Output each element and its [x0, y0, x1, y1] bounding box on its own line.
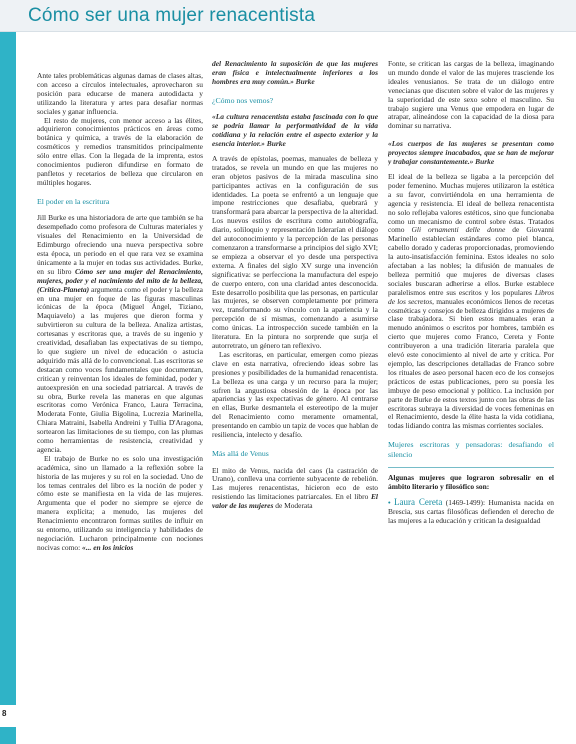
section-heading: Más allá de Venus: [212, 448, 269, 458]
box-heading: Algunas mujeres que lograron sobresalir en el ámbito literario y filosófico son:: [388, 473, 554, 492]
person-name: Laura Cereta: [394, 497, 443, 508]
list-item-text: (1469-1499): Humanista nacida en Brescia, sus cartas filosóficas defienden el derecho de las mujeres a la educación y critican la desigualdad: [388, 498, 554, 526]
book-title: Gli ornamenti delle donne: [411, 225, 506, 235]
page-header: [0, 0, 576, 32]
paragraph-text: Jill Burke es una historiadora de arte que también se ha desempeñado como profesora de Culturas materiales y visuales del Renacimiento en la Universidad de Edimburgo ofreciendo una nueva perspectiva sobre esta época, un periodo en el que rara vez se examina únicamente a la mujer en todas sus actividades. Burke, en su libro: [37, 213, 203, 276]
paragraph-text: de Moderata: [273, 501, 313, 511]
paragraph-text: de Giovanni Marinello establecían estándares como piel blanca, cabello dorado y caderas proporcionadas, promoviendo la auto-insatisfacción feminina. Estos ideales no solo afectaban a las nobles; la difusión de manuales de belleza permitió que mujeres de diversas clases sociales buscaran adherirse a ellos. Burke establece paralelismos entre sus escritos y los populares: [388, 225, 554, 297]
divider: [388, 467, 554, 468]
paragraph-text: , manuales económicos llenos de recetas cosméticas y consejos de belleza dirigidos a mujeres de clase trabajadora. Si bien estos manuales eran a menudo anónimos o escritos por hombres, también es cierto que mujeres como Franco, Cereta y Fonte contribuyeron a una tradición literaria paralela que elevó este conocimiento al nivel de arte y crítica. Por ejemplo, las descripciones detalladas de Franco sobre los rituales de aseo personal hacen eco de los consejos prácticos de estas publicaciones, pero su poesía les imbuye de peso emocional y político. La inclusión por parte de Burke de estos textos junto con las obras de las escritoras subraya la diversidad de voces femeninas en el Renacimiento, desde la élite hasta la vida cotidiana, todas lidiando contra las mismas corrientes sociales.: [388, 296, 554, 431]
paragraph-text: El ideal de la belleza se ligaba a la percepción del poder femenino. Muchas mujeres utilizaron la estética a su favor, convirtiéndola en una herramienta de agencia y resistencia. El ideal de belleza renacentista no solo reflejaba valores estéticos, sino que funcionaba como un mecanismo de control sobre éstas. Tratados como: [388, 171, 554, 235]
paragraph: Ante tales problemáticas algunas damas de clases altas, con acceso a círculos intelectuales, aprovecharon su posición para educarse de manera autodidacta y utilizando la literatura y artes para desafiar normas sociales y ganar influencia.: [37, 72, 203, 116]
paragraph: Las escritoras, en particular, emergen como piezas clave en esta narrativa, ofreciendo ideas sobre las presiones y posibilidades de la humanidad renacentista. La belleza es una carga y un recurso para la mujer; sufren la angustiosa obsesión de la época por las apariencias y las expectativas de género. Al centrarse en ellas, Burke desmantela el estereotipo de la mujer del Renacimiento como meramente ornamental, presentando en cambio un tapiz de voces que hablan de resiliencia, intelecto y desafío.: [212, 349, 378, 440]
text-column-3: [388, 60, 554, 732]
paragraph: A través de epístolas, poemas, manuales de belleza y tratados, se revela un mundo en que las mujeres no eran objetos pasivos de la mirada masculina sino participantes activas en la configuración de sus identidades. La poeta se enfrentó a un lenguaje que impone restricciones que desafiaba, quebrará y transformará para abarcar la perspectiva de la alteridad. Los nuevos estilos de escritura como autobiografía, diario, soliloquio y representación liderarían el diálogo del autoconocimiento y la percepción de las personas comenzaron a transformarse a principios del siglo XVI; se empieza a observar el yo desde una perspectiva externa. A finales del siglo XV surge una invención significativa: se perfecciona la manufactura del espejo de cuerpo entero, con una claridad antes desconocida. Este desarrollo posibilita que las personas, en particular las mujeres, se observen completamente por primera vez, transformando su vínculo con la apariencia y la percepción de sí mismas, comenzando a asumirse como únicas. La introspección sucede también en la literatura. En la pintura no sorprende que surja el autorretrato, un género tan reflexivo.: [212, 153, 378, 350]
bullet-icon: •: [388, 498, 391, 508]
book-title: Cómo ser una mujer del Renacimiento, mujeres, poder y el nacimiento del mito de la belleza, (Crítica-Planeta): [37, 266, 203, 294]
paragraph: [212, 467, 378, 512]
section-heading: Mujeres escritoras y pensadoras: desafiando el silencio: [388, 440, 554, 459]
sidebar-accent-bar: [0, 32, 16, 744]
text-column-1: [37, 72, 203, 732]
paragraph: [37, 214, 203, 454]
pull-quote: «La cultura renacentista estaba fascinada con lo que se podría llamar la performatividad de la vida cotidiana y la relación entre el aspecto exterior y la esencia interior.» Burke: [212, 112, 378, 149]
section-heading: ¿Cómo nos vemos?: [212, 95, 274, 105]
paragraph-text: El trabajo de Burke no es solo una investigación académica, sino un llamado a la reflexión sobre la historia de las mujeres y su rol en la sociedad. Uno de los temas centrales del libro es la noción de poder y cómo este se manifiesta en la vida de las mujeres. Argumenta que el poder no siempre se ejerce de manera explícita; a menudo, las mujeres del Renacimiento encontraron formas sutiles de influir en su entorno, utilizando su inteligencia y habilidades de negociación. Lucharon principalmente con nociones nocivas como:: [37, 453, 203, 552]
book-title: El valor de las mujeres: [212, 492, 378, 511]
text-column-2: [212, 60, 378, 732]
paragraph-text: El mito de Venus, nacida del caos (la castración de Urano), conlleva una corriente subyacente de rebelión. Las mujeres renacentistas, hicieron eco de esto resistiendo las limitaciones patriarcales. En el libro: [212, 465, 378, 502]
book-title: Libros de los secretos: [388, 287, 554, 306]
quote-start: «... en los inicios: [82, 542, 134, 552]
paragraph: [37, 455, 203, 553]
paragraph-text: argumenta como el poder y la belleza en una mujer en foque de las figuras masculinas icónicas de la época (Miguel Ángel, Tiziano, Maquiavelo) a las mujeres que dieron forma y subvirtieron su cultura de la belleza. Analiza artistas, cortesanas y escritoras que, a través de su ingenio y creatividad, desafiaban las expectativas de su tiempo, lo que sugiere un nivel de educación o astucia adquirido más allá de lo convencional. Las escritoras se destacan como voces fundamentales que documentan, critican y reinventan los ideales de feminidad, poder y autoexpresión en una sociedad patriarcal. A través de su obra, Burke revela las maneras en que algunas escritoras como Verónica Franco, Laura Terracina, Moderata Fonte, Giulia Bigolina, Lucrezia Marinella, Chiara Matraini, Isabella Andreini y Tullia D'Aragona, sortearon las limitaciones de su tiempo, con las plumas como herramientas de resistencia, creatividad y agencia.: [37, 284, 203, 454]
list-item: [388, 498, 554, 526]
page-number: 8: [2, 709, 7, 718]
pull-quote: «Los cuerpos de las mujeres se presentan como proyectos siempre inacabados, que se han de mejorar y trabajar constantemente.» Burke: [388, 139, 554, 167]
paragraph: Fonte, se critican las cargas de la belleza, imaginando un mundo donde el valor de las mujeres trasciende los ideales venusianos. Se trata de un diálogo entre venecianas que discuten sobre el valor de las mujeres y la superioridad de este sexo sobre el masculino. Su trabajo sugiere una Venus que empodera en lugar de atrapar, alineándose con la capacidad de la diosa para dominar su narrativa.: [388, 60, 554, 131]
pull-quote: del Renacimiento la suposición de que las mujeres eran física e intelectualmente inferiores a los hombres era muy común.» Burke: [212, 60, 378, 86]
paragraph: [388, 173, 554, 431]
section-heading: El poder en la escritura: [37, 196, 110, 206]
paragraph: El resto de mujeres, con menor acceso a las élites, adquirieron conocimientos prácticos en áreas como botánica y química, a través de la elaboración de cosméticos y remedios transmitidos principalmente sólo entre ellas. Con la llegada de la imprenta, estos conocimientos pudieron difundirse en formato de panfletos y recetarios de belleza que circularon en múltiples hogares.: [37, 115, 203, 187]
page-title: Cómo ser una mujer renacentista: [28, 5, 316, 26]
